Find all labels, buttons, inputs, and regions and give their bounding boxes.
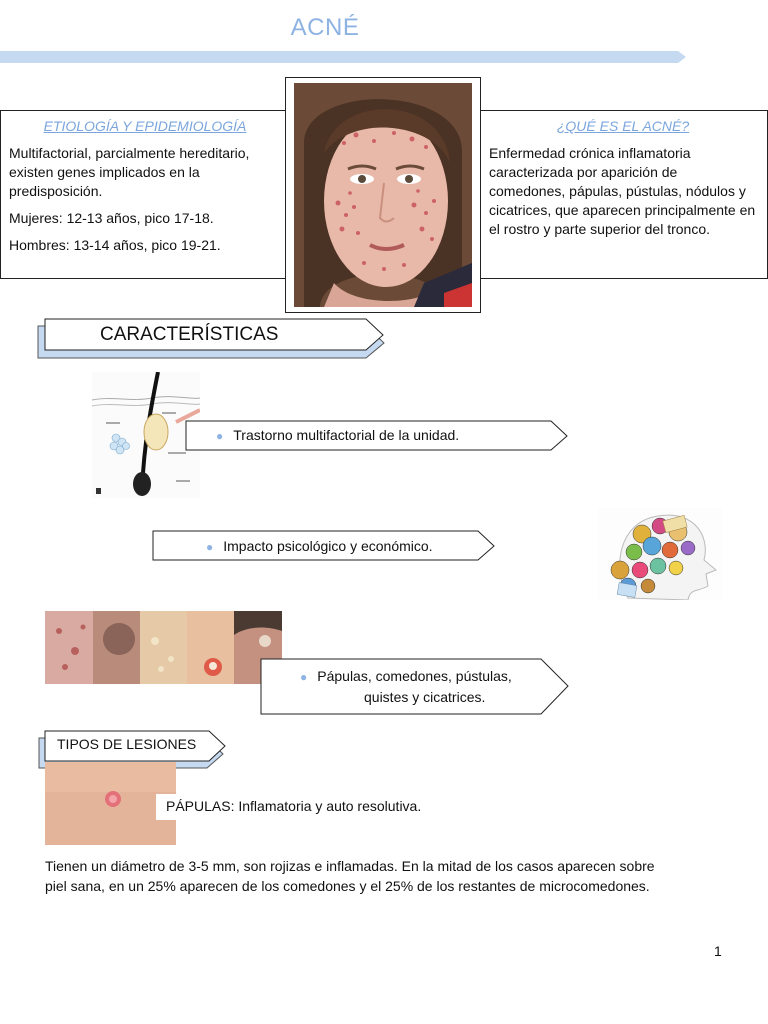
hair-follicle-diagram	[92, 372, 200, 498]
lesions-photo-strip	[45, 611, 282, 684]
body-line-1: Tienen un diámetro de 3-5 mm, son rojizas e inflamadas. En la mitad de los casos aparecen sobre	[45, 858, 655, 874]
etiologia-text-3: Hombres: 13-14 años, pico 19-21.	[9, 237, 221, 253]
item-1-text: Trastorno multifactorial de la unidad.	[233, 427, 460, 443]
item-1	[216, 427, 459, 443]
papulas-caption	[156, 794, 429, 820]
caracteristicas-heading: CARACTERÍSTICAS	[100, 324, 279, 345]
body-paragraph	[45, 856, 735, 896]
item-3-text-1: Pápulas, comedones, pústulas,	[317, 668, 512, 684]
body-line-2: piel sana, en un 25% aparecen de los comedones y el 25% de los restantes de microcomedones.	[45, 878, 650, 894]
etiologia-text-2: Mujeres: 12-13 años, pico 17-18.	[9, 210, 214, 226]
que-es-text: Enfermedad crónica inflamatoria caracterizada por aparición de comedones, pápulas, pústulas, nódulos y cicatrices, que aparecen principalmente en el rostro y parte superior del tronco.	[489, 145, 756, 237]
item-2-text: Impacto psicológico y económico.	[223, 538, 433, 554]
papulas-text: PÁPULAS: Inflamatoria y auto resolutiva.	[166, 798, 422, 814]
page-number: 1	[714, 943, 722, 959]
item-3-text-2: quistes y cicatrices.	[364, 689, 486, 705]
etiologia-heading: ETIOLOGÍA Y EPIDEMIOLOGÍA	[43, 118, 247, 134]
bullet-icon: ●	[300, 670, 308, 684]
money-head-illustration	[598, 508, 722, 600]
bullet-icon: ●	[216, 429, 224, 443]
face-photo	[294, 83, 472, 307]
que-es-heading: ¿QUÉ ES EL ACNÉ?	[556, 118, 690, 134]
que-es-box	[478, 110, 768, 279]
etiologia-box	[0, 110, 290, 279]
item-3	[300, 666, 512, 707]
etiologia-text-1: Multifactorial, parcialmente hereditario, existen genes implicados en la predisposición.	[9, 145, 250, 199]
tipos-heading: TIPOS DE LESIONES	[57, 736, 197, 752]
item-2	[206, 538, 433, 554]
face-photo-frame	[285, 77, 481, 313]
title-banner	[0, 50, 690, 64]
page-title: ACNÉ	[290, 14, 360, 41]
bullet-icon: ●	[206, 540, 214, 554]
